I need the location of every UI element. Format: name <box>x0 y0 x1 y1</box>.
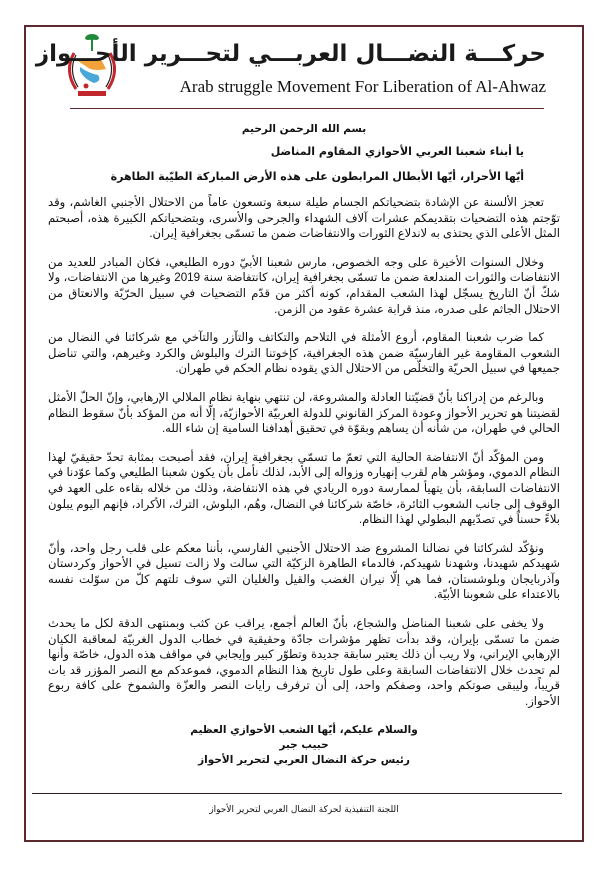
body-paragraph: كما ضرب شعبنا المقاوم، أروع الأمثلة في التلاحم والتكاتف والتآزر والتآخي مع شركائنا في النضال من الشعوب المقاومة غير الفارسيّة ضمن هذه الجغرافية، كإخوتنا الترك والبلوش والكرد وغيرهم، والتي تناضل جميعها في سبيل الحريّة والتخلّص من الاحتلال الذي يقوده نظام الحكم في طهران. <box>48 331 560 376</box>
body-paragraph: تعجز الألسنة عن الإشادة بتضحياتكم الجسام طيلة سبعة وتسعون عاماً من الاحتلال الأجنبي الغاشم، وقد توّجتم هذه التضحيات بتقديمكم عشرات آلاف الشهداء والجرحى والأسرى، وبتضحياتكم الكبيرة هذه، أصبحتم المثل الأعلى الذي يحتذى به لاندلاع الثورات والانتفاضات ضمن ما تسمّى بجغرافية إيران. <box>48 196 560 241</box>
body-paragraph: ومن المؤكّد أنّ الانتفاضة الحالية التي تعمّ ما تسمّي بجغرافية إيران، فقد أصبحت بمثابة تحدّ حقيقيّ لهذا النظام الدموي، ومؤشر هام لقرب إنهياره وزواله إلى الأبد، لذلك نأمل بأن يكون شعبنا الطليعي وكما عوّدنا في الانتفاضات السابقة، بأن يتهيأ لممارسة دوره الريادي في هذه الانتفاضة، وذلك من خلاله بقاءه على العهد في الوقوف إلى جانب الشعوب الثائرة، خاصّة شركائنا في النضال، وهُم، البلوش، الترك، الأكراد، فإنهم اليوم يبلون بلاءً حسناً في تصدّيهم البطولي لهذا النظام. <box>48 450 560 527</box>
header-divider <box>70 108 544 109</box>
organization-title-english: Arab struggle Movement For Liberation of Al-Ahwaz <box>179 77 546 96</box>
closing-greeting: والسلام عليكم، أيّها الشعب الأحوازي العظيم <box>190 723 418 736</box>
footer-committee: اللجنة التنفيذية لحركة النضال العربي لتحرير الأحواز <box>209 805 399 815</box>
body-paragraph: ولا يخفى على شعبنا المناضل والشجاع، بأنّ العالم أجمع، يراقب عن كثب وبمنتهى الدقة لكل ما يحدث ضمن ما تسمّى بإيران، وقد بدأت تظهر مؤشرات جادّة وحقيقية في خطاب الدول الغربيّة لمعاقبة الكيان الإرهابي الإيراني، ولا ريب أن ذلك يعتبر سابقة جديدة وتطوّر كبير وإيجابي في مواقف هذه الدول، خاصّة وأنها لم تحدث خلال الانتفاضات السابقة وعلى طول تاريخ هذا النظام الدموي، فموعدكم مع النصر المؤزر قد بات قريباً، وليبقى صوتكم واحد، وصفكم واحد، إلى أن ترفرف رايات النصر والعزّة والشموخ على كافة ربوع الأحواز. <box>48 617 560 709</box>
letterhead-header <box>26 27 582 97</box>
organization-title-arabic: حركـــة النضـــال العربـــي لتحـــرير الأحـــواز <box>35 41 546 67</box>
signatory-position: رئيس حركة النضال العربي لتحرير الأحواز <box>198 753 410 766</box>
bismillah: بسم الله الرحمن الرحيم <box>241 123 367 135</box>
body-paragraph: ونؤكّد لشركائنا في نضالنا المشروع ضد الاحتلال الأجنبي الفارسي، بأننا معكم على قلب رجل واحد، وأنّ شهيدكم شهيدنا، وشهدنا شهيدكم، فالدماء الطاهرة الزكيّة التي سالت ولا زالت تسيل في الأحواز وكردستان وآذربايجان وبلوشستان، فما هي إلّا نيران الغضب والقيل والغليان التي سوف تلتهم كلّ من سوّلت نفسه بالاعتداء على شعوبنا الأبيّة. <box>48 541 560 602</box>
letter-closing <box>48 723 560 768</box>
letter-body <box>48 115 560 768</box>
signatory-name: حبيب جبر <box>279 738 329 751</box>
salutation-line: يا أبناء شعبنا العربي الأحوازي المقاوم المناضل <box>270 145 524 158</box>
salutation-line: أيّها الأحرار، أيّها الأبطال المرابطون على هذه الأرض المباركة الطيّبة الطاهرة <box>110 170 524 183</box>
letterhead-frame <box>24 25 584 842</box>
footer-divider <box>32 793 562 794</box>
body-paragraph: وخلال السنوات الأخيرة على وجه الخصوص، مارس شعبنا الأبيّ دوره الطليعي، فكان المبادر للعديد من الانتفاضات والثورات المندلعة ضمن ما تسمّى بجغرافية إيران، كانتفاضة سنة 2019 وغيرها من الانتفاضات، ولا شكّ أنّ التاريخ يسجّل لهذا الشعب المقدام، كونه أكثر من قدّم التضحيات في سبيل الحرّيّة والانعتاق من الاحتلال الجاثم على صدره، منذ قرابة عشرة عقود من الزمن. <box>48 255 560 316</box>
body-paragraph: وبالرغم من إدراكنا بأنّ قضيّتنا العادلة والمشروعة، لن تنتهي بنهاية نظام الملالي الإرهابي، وإنّ الحلّ الأمثل لقضيتنا هو تحرير الأحواز وعودة المركز القانوني للدولة العربيّة الأحوازيّة، إلّا أنه من المؤكد بأنّ سقوط النظام الحالي في طهران، من شأنه أن يساهم وبقوّة في تحقيق أهدافنا السامية إن شاء الله. <box>48 390 560 436</box>
